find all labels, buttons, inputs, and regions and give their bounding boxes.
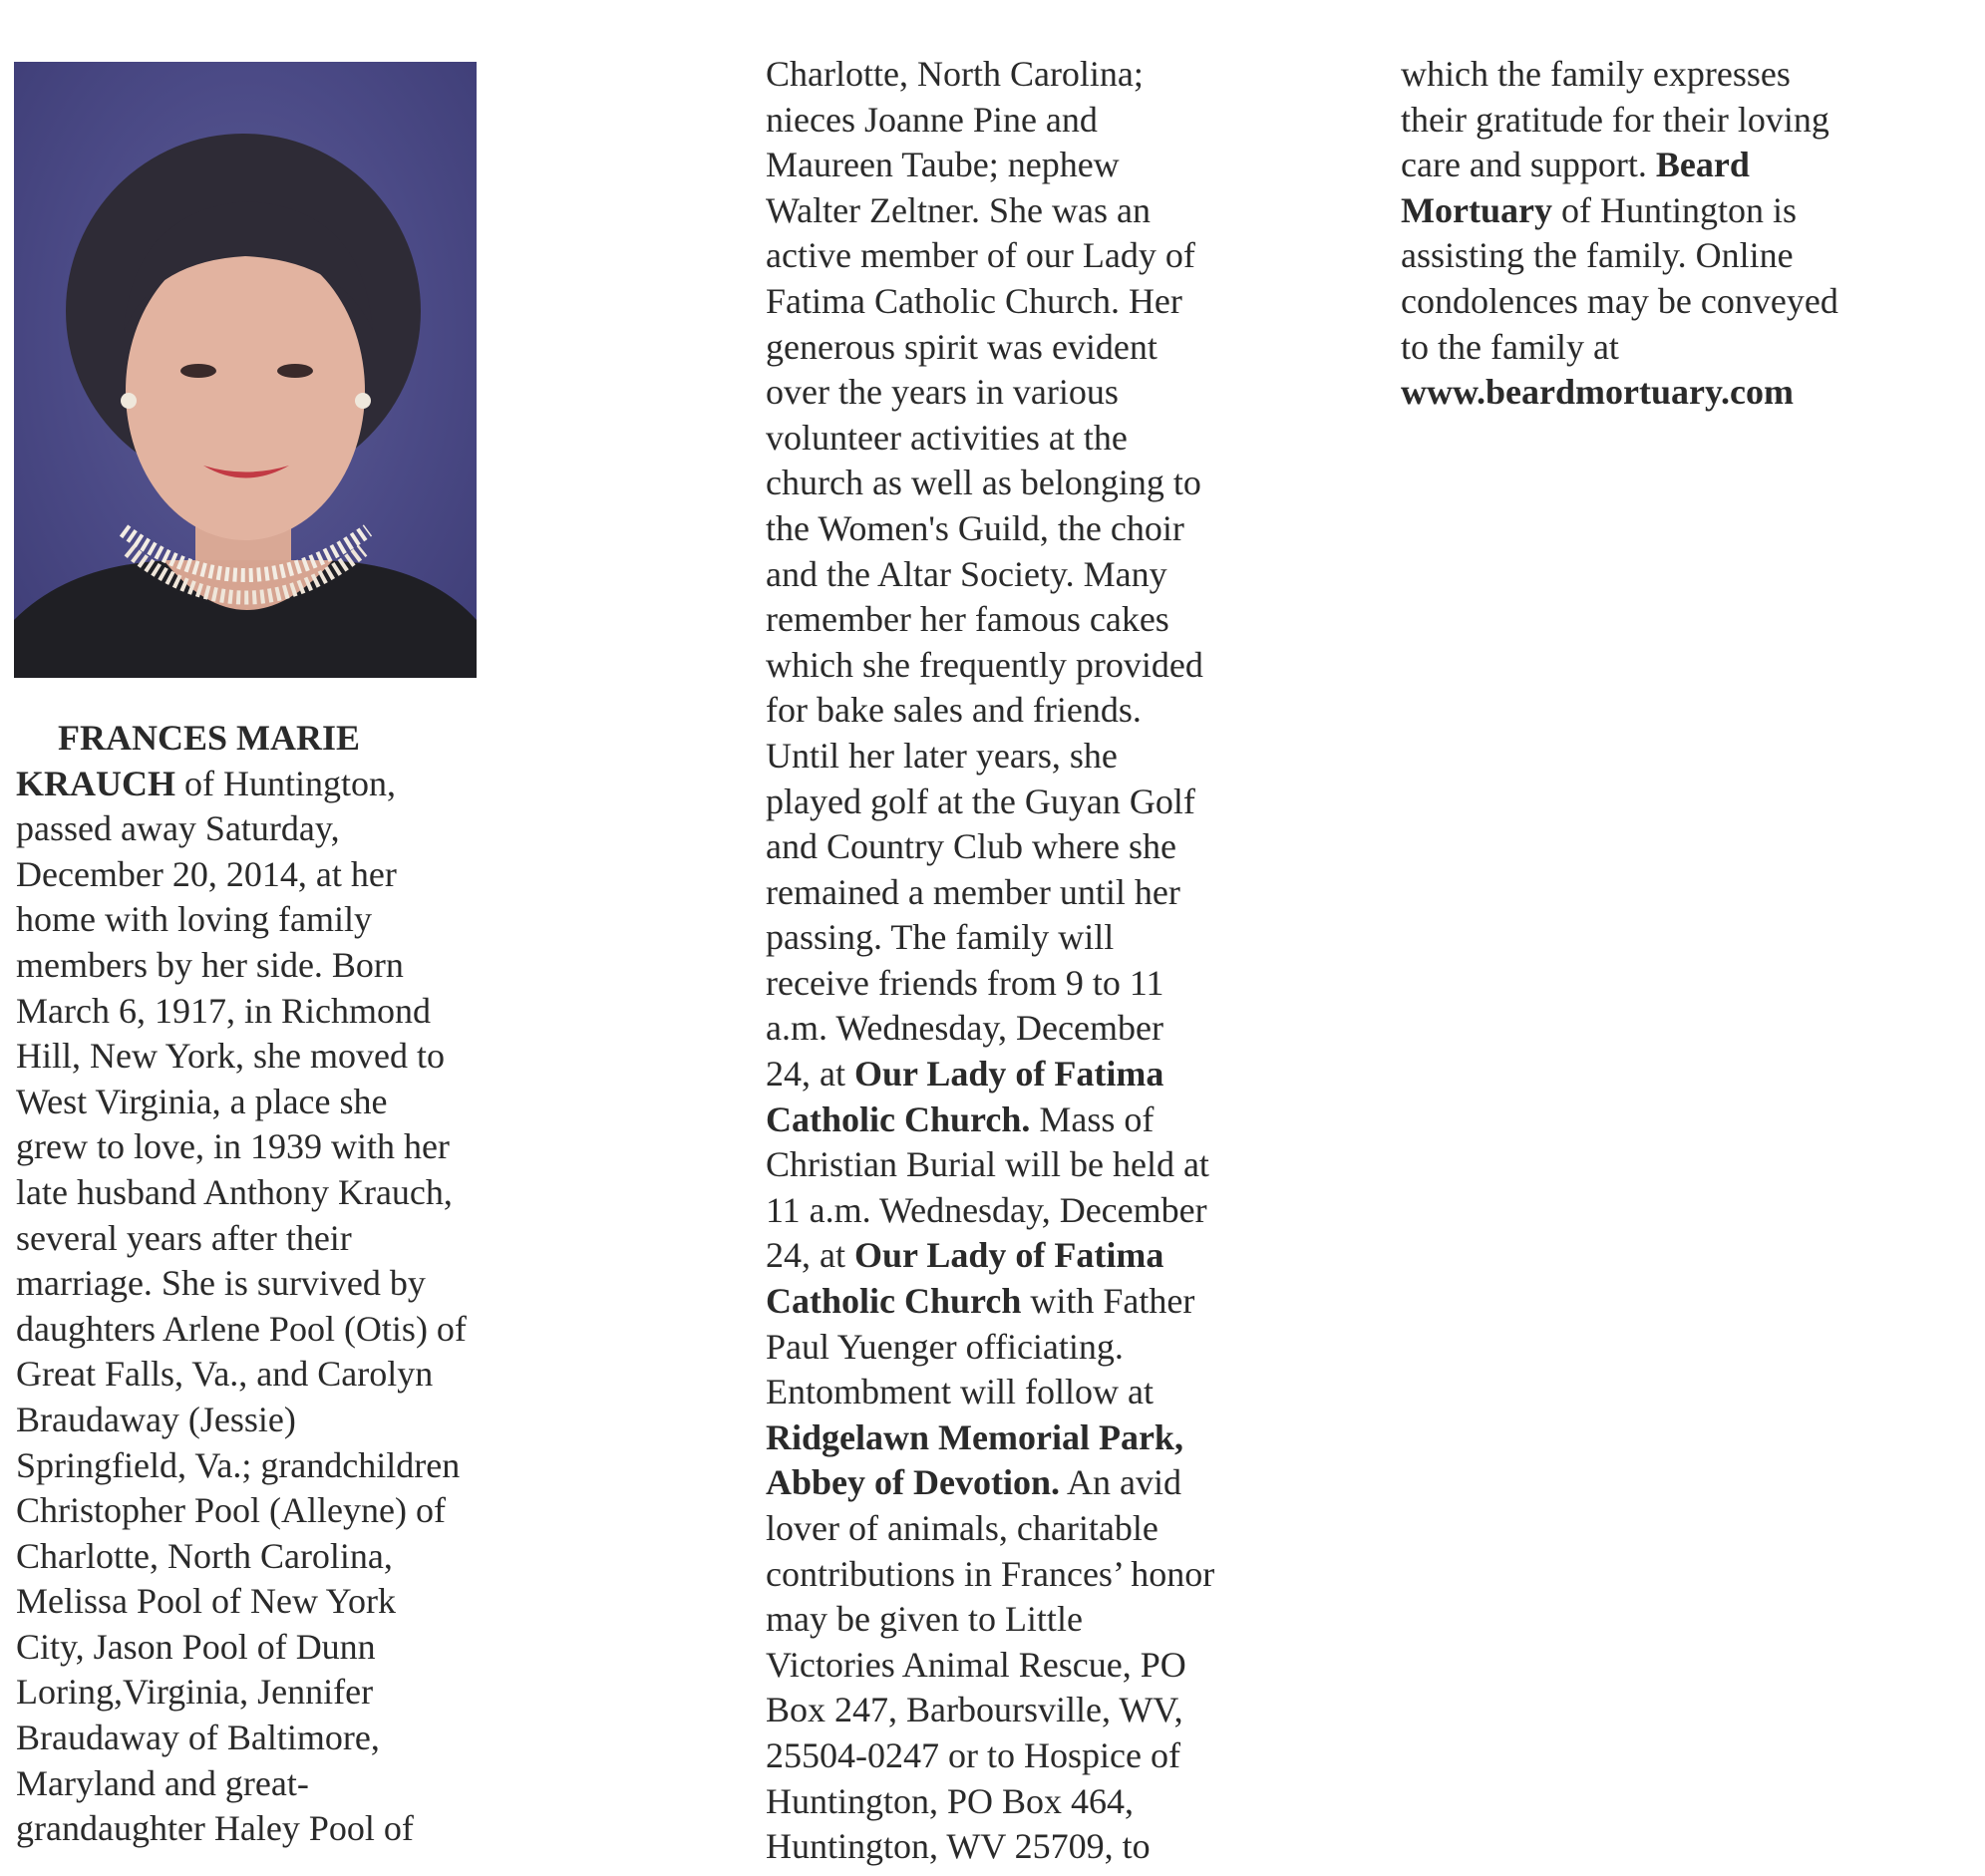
body-text: Maureen Taube; nephew bbox=[766, 145, 1120, 185]
body-text: Walter Zeltner. She was an bbox=[766, 189, 1151, 230]
portrait-icon bbox=[14, 62, 477, 678]
text-line bbox=[766, 1688, 1284, 1733]
portrait-photo bbox=[14, 62, 477, 678]
text-line bbox=[1401, 233, 1919, 279]
body-text: condolences may be conveyed bbox=[1401, 280, 1838, 321]
text-line bbox=[16, 1352, 534, 1398]
text-line bbox=[16, 1806, 534, 1852]
body-text: Victories Animal Rescue, PO bbox=[766, 1644, 1186, 1685]
body-text: Mass of bbox=[1030, 1098, 1155, 1139]
bold-text: FRANCES MARIE bbox=[58, 718, 361, 758]
text-line bbox=[766, 1142, 1284, 1188]
body-text: with Father bbox=[1021, 1281, 1195, 1322]
body-text: Maryland and great- bbox=[16, 1762, 309, 1803]
body-text: care and support. bbox=[1401, 145, 1656, 185]
body-text: 25504-0247 or to Hospice of bbox=[766, 1734, 1180, 1775]
body-text: their gratitude for their loving bbox=[1401, 99, 1829, 140]
text-line bbox=[766, 52, 1284, 98]
body-text: Hill, New York, she moved to bbox=[16, 1036, 445, 1077]
body-text: 24, at bbox=[766, 1054, 854, 1094]
text-line bbox=[766, 1824, 1284, 1870]
body-text: December 20, 2014, at her bbox=[16, 853, 397, 894]
body-text: contributions in Frances’ honor bbox=[766, 1553, 1215, 1594]
text-line bbox=[16, 1716, 534, 1761]
body-text: Fatima Catholic Church. Her bbox=[766, 280, 1182, 321]
body-text: grandaughter Haley Pool of bbox=[16, 1808, 414, 1849]
body-text: passing. The family will bbox=[766, 917, 1115, 958]
body-text: Loring,Virginia, Jennifer bbox=[16, 1672, 374, 1713]
text-line bbox=[1401, 325, 1919, 371]
bold-text: Abbey of Devotion. bbox=[766, 1462, 1060, 1503]
text-line bbox=[16, 762, 534, 807]
bold-text: KRAUCH bbox=[16, 763, 175, 803]
text-line bbox=[766, 824, 1284, 870]
bold-text: Catholic Church. bbox=[766, 1098, 1031, 1139]
body-text: several years after their bbox=[16, 1217, 352, 1258]
body-text: 24, at bbox=[766, 1235, 854, 1276]
obituary-column-3 bbox=[1401, 52, 1919, 416]
text-line bbox=[16, 989, 534, 1035]
body-text: Christian Burial will be held at bbox=[766, 1144, 1209, 1185]
text-line bbox=[766, 143, 1284, 188]
body-text: March 6, 1917, in Richmond bbox=[16, 990, 431, 1031]
text-line bbox=[16, 716, 534, 762]
text-line bbox=[766, 1415, 1284, 1461]
body-text: grew to love, in 1939 with her bbox=[16, 1126, 450, 1167]
body-text: generous spirit was evident bbox=[766, 326, 1158, 367]
text-line bbox=[16, 1080, 534, 1125]
obituary-column-2 bbox=[766, 52, 1284, 1870]
body-text: Springfield, Va.; grandchildren bbox=[16, 1444, 461, 1485]
body-text: daughters Arlene Pool (Otis) of bbox=[16, 1308, 467, 1349]
body-text: of Huntington, bbox=[175, 763, 396, 803]
body-text: Melissa Pool of New York bbox=[16, 1581, 397, 1622]
body-text: which she frequently provided bbox=[766, 644, 1203, 685]
text-line bbox=[766, 1188, 1284, 1234]
text-line bbox=[766, 1733, 1284, 1779]
text-line bbox=[16, 1261, 534, 1307]
text-line bbox=[766, 870, 1284, 916]
text-line bbox=[16, 1034, 534, 1080]
body-text: assisting the family. Online bbox=[1401, 235, 1794, 276]
bold-text: Ridgelawn Memorial Park, bbox=[766, 1416, 1183, 1457]
body-text: late husband Anthony Krauch, bbox=[16, 1171, 453, 1212]
text-line bbox=[1401, 143, 1919, 188]
body-text: over the years in various bbox=[766, 372, 1119, 413]
text-line bbox=[1401, 279, 1919, 325]
text-line bbox=[766, 233, 1284, 279]
text-line bbox=[16, 943, 534, 989]
text-line bbox=[766, 1006, 1284, 1052]
body-text: 11 a.m. Wednesday, December bbox=[766, 1189, 1207, 1230]
bold-text: Beard bbox=[1655, 145, 1750, 185]
body-text: members by her side. Born bbox=[16, 944, 404, 985]
body-text: to the family at bbox=[1401, 326, 1619, 367]
body-text: Charlotte, North Carolina, bbox=[16, 1535, 393, 1576]
text-line bbox=[1401, 98, 1919, 144]
body-text: Entombment will follow at bbox=[766, 1372, 1154, 1412]
text-line bbox=[16, 1398, 534, 1443]
text-line bbox=[16, 806, 534, 852]
text-line bbox=[766, 597, 1284, 643]
text-line bbox=[16, 1124, 534, 1170]
body-text: Huntington, WV 25709, to bbox=[766, 1826, 1151, 1867]
body-text: remember her famous cakes bbox=[766, 599, 1169, 640]
text-line bbox=[766, 1052, 1284, 1097]
text-line bbox=[766, 1597, 1284, 1643]
text-line bbox=[16, 1761, 534, 1807]
body-text: passed away Saturday, bbox=[16, 808, 340, 849]
text-line bbox=[766, 961, 1284, 1007]
text-line bbox=[766, 188, 1284, 234]
text-line bbox=[16, 1670, 534, 1716]
text-line bbox=[766, 1370, 1284, 1415]
body-text: for bake sales and friends. bbox=[766, 690, 1142, 731]
text-line bbox=[766, 1779, 1284, 1825]
body-text: of Huntington is bbox=[1551, 189, 1797, 230]
bold-text: Our Lady of Fatima bbox=[853, 1235, 1164, 1276]
body-text: Huntington, PO Box 464, bbox=[766, 1780, 1135, 1821]
text-line bbox=[766, 1097, 1284, 1143]
text-line bbox=[766, 552, 1284, 598]
text-line bbox=[766, 1552, 1284, 1598]
body-text: Braudaway (Jessie) bbox=[16, 1399, 296, 1439]
body-text: Box 247, Barboursville, WV, bbox=[766, 1690, 1183, 1730]
body-text: receive friends from 9 to 11 bbox=[766, 962, 1164, 1003]
body-text: West Virginia, a place she bbox=[16, 1081, 388, 1121]
body-text: City, Jason Pool of Dunn bbox=[16, 1626, 376, 1667]
text-line bbox=[16, 1579, 534, 1625]
body-text: home with loving family bbox=[16, 899, 372, 940]
text-line bbox=[16, 1307, 534, 1353]
bold-text: Our Lady of Fatima bbox=[853, 1054, 1164, 1094]
text-line bbox=[766, 416, 1284, 462]
text-line bbox=[766, 1506, 1284, 1552]
text-line bbox=[16, 852, 534, 898]
body-text: a.m. Wednesday, December bbox=[766, 1008, 1163, 1049]
text-line bbox=[766, 506, 1284, 552]
text-line bbox=[766, 643, 1284, 689]
text-line bbox=[766, 915, 1284, 961]
body-text: active member of our Lady of bbox=[766, 235, 1195, 276]
body-text: remained a member until her bbox=[766, 871, 1180, 912]
text-line bbox=[16, 1443, 534, 1489]
body-text: volunteer activities at the bbox=[766, 417, 1128, 458]
obituary-column-1 bbox=[16, 716, 534, 1852]
text-line bbox=[16, 1534, 534, 1580]
text-line bbox=[16, 1488, 534, 1534]
body-text: and the Altar Society. Many bbox=[766, 553, 1167, 594]
text-line bbox=[766, 325, 1284, 371]
body-text: Charlotte, North Carolina; bbox=[766, 54, 1144, 94]
body-text: marriage. She is survived by bbox=[16, 1263, 426, 1304]
body-text: and Country Club where she bbox=[766, 826, 1176, 867]
text-line bbox=[766, 279, 1284, 325]
body-text: Christopher Pool (Alleyne) of bbox=[16, 1490, 446, 1531]
text-line bbox=[766, 734, 1284, 780]
body-text: Great Falls, Va., and Carolyn bbox=[16, 1354, 434, 1395]
body-text: may be given to Little bbox=[766, 1599, 1083, 1640]
text-line bbox=[766, 98, 1284, 144]
text-line bbox=[766, 688, 1284, 734]
text-line bbox=[766, 1460, 1284, 1506]
bold-text: Mortuary bbox=[1401, 189, 1552, 230]
bold-text: www.beardmortuary.com bbox=[1401, 372, 1794, 413]
body-text: Until her later years, she bbox=[766, 735, 1118, 776]
body-text: the Women's Guild, the choir bbox=[766, 507, 1184, 548]
body-text: Paul Yuenger officiating. bbox=[766, 1326, 1124, 1367]
text-line bbox=[16, 1216, 534, 1262]
body-text: church as well as belonging to bbox=[766, 463, 1201, 503]
text-line bbox=[766, 1643, 1284, 1689]
body-text: played golf at the Guyan Golf bbox=[766, 781, 1195, 821]
body-text: which the family expresses bbox=[1401, 54, 1791, 94]
body-text: Braudaway of Baltimore, bbox=[16, 1718, 380, 1758]
body-text: nieces Joanne Pine and bbox=[766, 99, 1098, 140]
text-line bbox=[16, 1625, 534, 1671]
text-line bbox=[766, 1325, 1284, 1371]
text-line bbox=[766, 780, 1284, 825]
text-line bbox=[766, 370, 1284, 416]
text-line bbox=[766, 461, 1284, 506]
body-text: An avid bbox=[1060, 1462, 1181, 1503]
text-line bbox=[766, 1233, 1284, 1279]
bold-text: Catholic Church bbox=[766, 1281, 1022, 1322]
text-line bbox=[766, 1279, 1284, 1325]
text-line bbox=[16, 897, 534, 943]
body-text: lover of animals, charitable bbox=[766, 1508, 1158, 1548]
text-line bbox=[1401, 370, 1919, 416]
text-line bbox=[1401, 52, 1919, 98]
text-line bbox=[1401, 188, 1919, 234]
text-line bbox=[16, 1170, 534, 1216]
